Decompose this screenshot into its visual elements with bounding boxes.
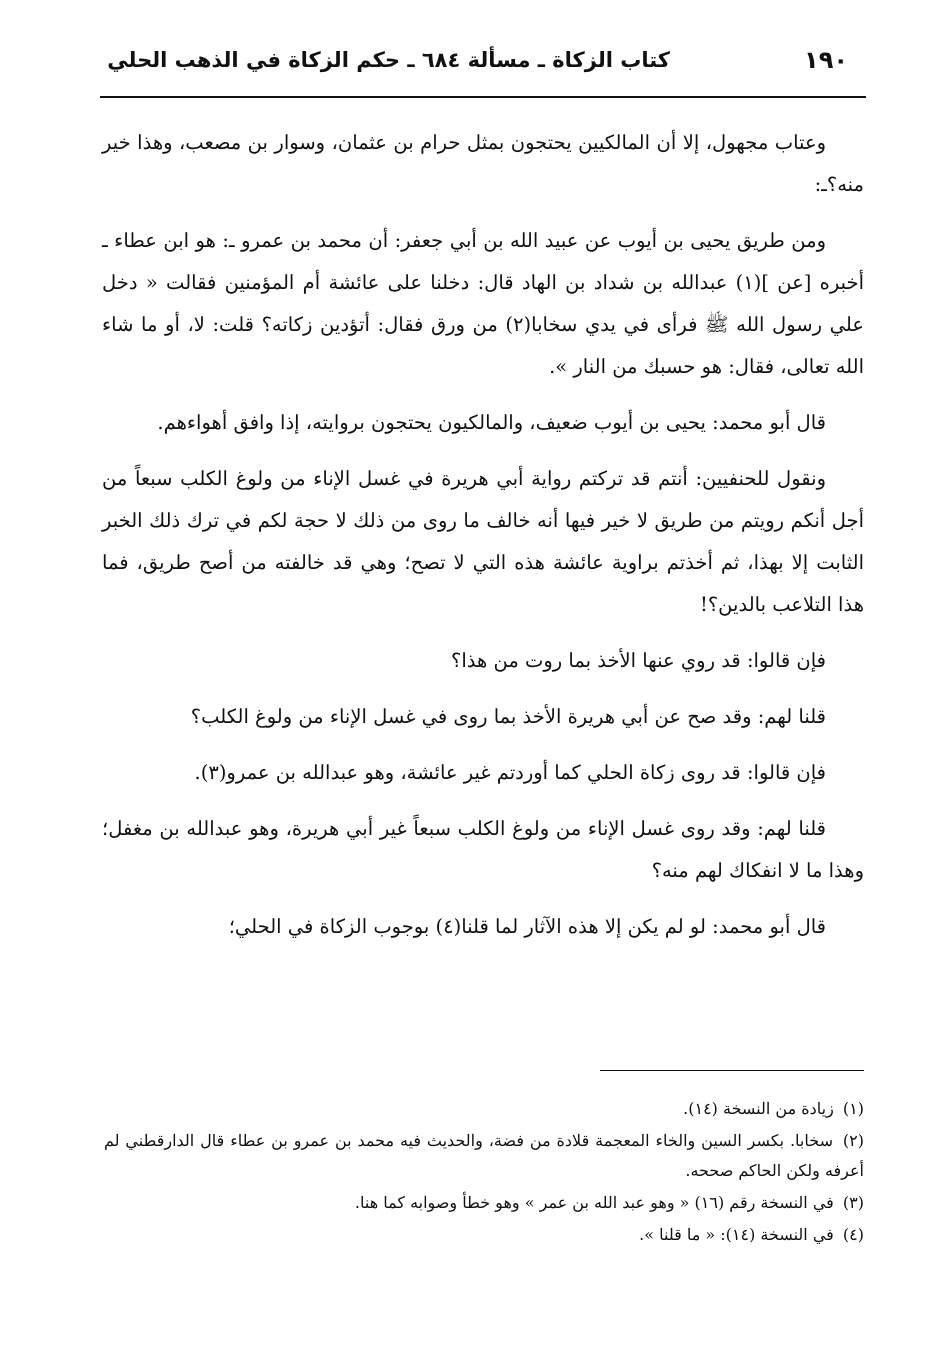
- paragraph: فإن قالوا: قد روي عنها الأخذ بما روت من هذا؟: [451, 649, 826, 672]
- paragraph: قلنا لهم: وقد صح عن أبي هريرة الأخذ بما روى في غسل الإناء من ولوغ الكلب؟: [190, 705, 826, 728]
- footnote-number: (١): [842, 1099, 864, 1118]
- footnote-divider: [600, 1070, 864, 1071]
- footnote-number: (٢): [842, 1131, 864, 1150]
- footnote: [104, 1220, 864, 1250]
- footnote-text: سخابا. بكسر السين والخاء المعجمة قلادة من فضة، والحديث فيه محمد بن عمرو بن عطاء قال الدارقطني لم أعرفه ولكن الحاكم صححه.: [104, 1131, 864, 1180]
- paragraph: قال أبو محمد: يحيى بن أيوب ضعيف، والمالكيون يحتجون بروايته، إذا وافق أهواءهم.: [157, 411, 826, 434]
- footnotes: [104, 1094, 864, 1252]
- footnote-text: في النسخة (١٤): « ما قلنا ».: [639, 1225, 834, 1244]
- footnote-number: (٣): [842, 1193, 864, 1212]
- header-divider: [100, 96, 866, 98]
- paragraph: قال أبو محمد: لو لم يكن إلا هذه الآثار لما قلنا(٤) بوجوب الزكاة في الحلي؛: [228, 915, 826, 938]
- footnote-text: في النسخة رقم (١٦) « وهو عبد الله بن عمر » وهو خطأ وصوابه كما هنا.: [354, 1193, 834, 1212]
- paragraph: فإن قالوا: قد روى زكاة الحلي كما أوردتم غير عائشة، وهو عبدالله بن عمرو(٣).: [194, 761, 826, 784]
- page-header: [100, 40, 870, 92]
- main-text: [102, 122, 864, 962]
- paragraph: قلنا لهم: وقد روى غسل الإناء من ولوغ الكلب سبعاً غير أبي هريرة، وهو عبدالله بن مغفل؛ وهذا ما لا انفكاك لهم منه؟: [102, 817, 864, 882]
- footnote: [104, 1126, 864, 1186]
- footnote: [104, 1188, 864, 1218]
- footnote: [104, 1094, 864, 1124]
- paragraph: وعتاب مجهول، إلا أن المالكيين يحتجون بمثل حرام بن عثمان، وسوار بن مصعب، وهذا خير منه؟ـ:: [102, 131, 864, 196]
- paragraph: ومن طريق يحيى بن أيوب عن عبيد الله بن أبي جعفر: أن محمد بن عمرو ـ: هو ابن عطاء ـ أخبره [عن ](١) عبدالله بن شداد بن الهاد قال: دخلنا على عائشة أم المؤمنين فقالت « دخل علي رسول الله ﷺ فرأى في يدي سخابا(٢) من ورق فقال: أتؤدين زكاته؟ قلت: لا، أو ما شاء الله تعالى، فقال: هو حسبك من النار ».: [102, 229, 864, 378]
- page-number: ١٩٠: [804, 46, 848, 74]
- paragraph: ونقول للحنفيين: أنتم قد تركتم رواية أبي هريرة في غسل الإناء من ولوغ الكلب سبعاً من أجل أنكم رويتم من طريق لا خير فيها أنه خالف ما روى من ذلك لا حجة لكم في ترك ذلك الخبر الثابت إلا بهذا، ثم أخذتم براوية عائشة هذه التي لا تصح؛ وهي قد خالفته من أصح طريق، فما هذا التلاعب بالدين؟!: [102, 467, 864, 616]
- footnote-text: زيادة من النسخة (١٤).: [683, 1099, 834, 1118]
- footnote-number: (٤): [842, 1225, 864, 1244]
- running-title: كتاب الزكاة ـ مسألة ٦٨٤ ـ حكم الزكاة في الذهب الحلي: [107, 48, 670, 72]
